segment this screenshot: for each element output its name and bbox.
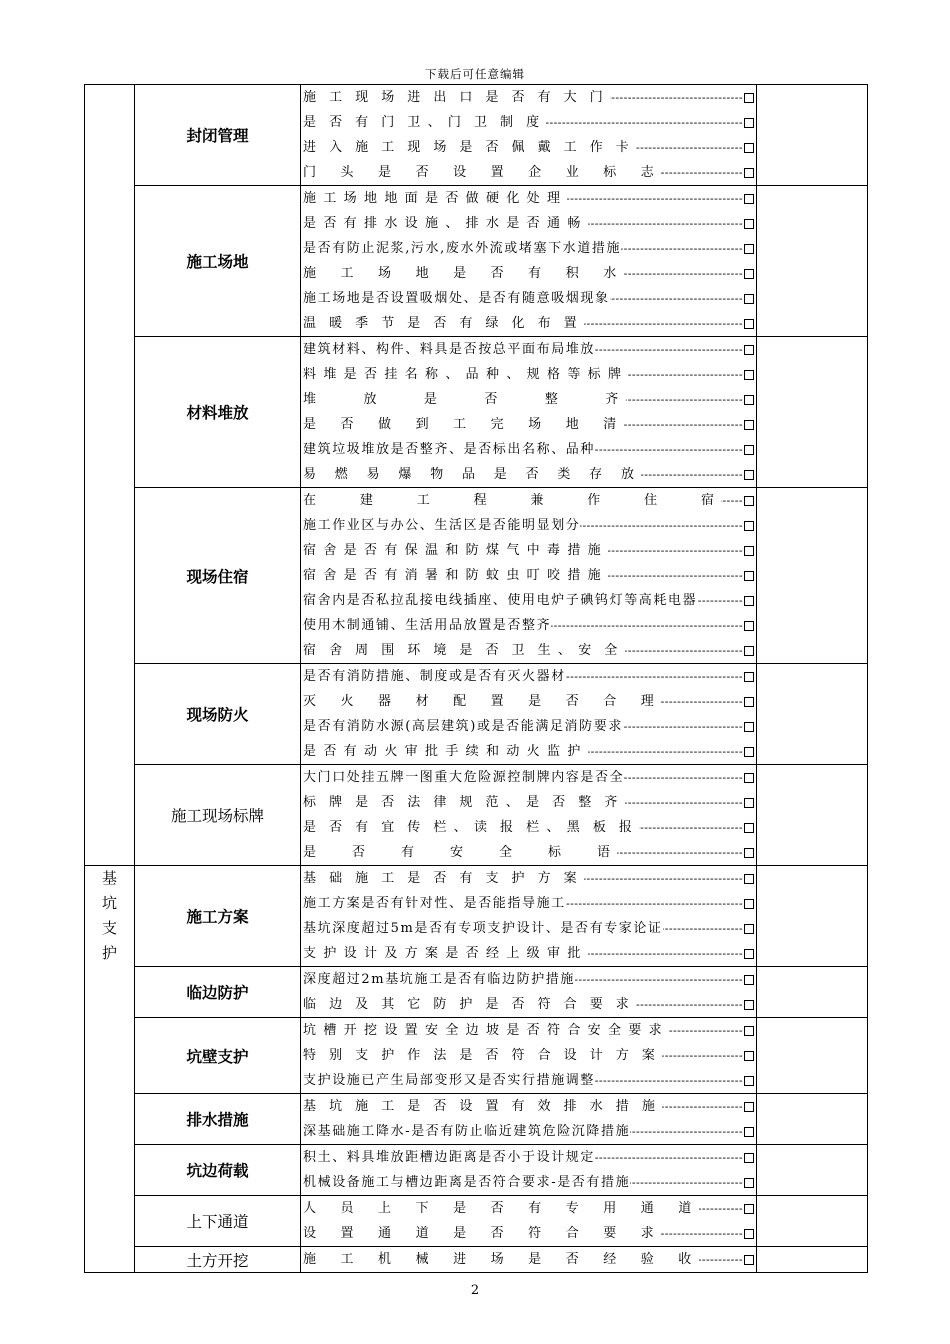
empty-checkbox-icon[interactable] [744,294,754,304]
check-item [303,160,754,185]
check-item [303,110,754,135]
subcategory-label: 施工方案 [135,866,301,967]
dash-leader [595,1145,743,1170]
dash-leader [617,840,743,865]
remarks-cell[interactable] [757,337,868,488]
check-items-cell [301,1196,757,1247]
dash-leader [699,1247,743,1272]
remarks-cell[interactable] [757,1145,868,1196]
empty-checkbox-icon[interactable] [744,93,754,103]
check-item-text: 基坑深度超过5m是否有专项支护设计、是否有专家论证 [303,921,663,936]
check-item-text: 施工方案是否有针对性、是否能指导施工 [303,896,566,911]
dash-leader [567,186,743,211]
check-items-cell [301,337,757,488]
check-item [303,211,754,236]
check-item-text: 是 否 有 排 水 设 施 、 排 水 是 否 通 畅 [303,216,588,231]
checklist-row [85,967,868,1018]
checklist-row [85,1145,868,1196]
subcategory-label: 材料堆放 [135,337,301,488]
check-item [303,462,754,487]
remarks-cell[interactable] [757,1196,868,1247]
remarks-cell[interactable] [757,186,868,337]
check-items-cell [301,866,757,967]
check-item [303,362,754,387]
check-item-text: 建筑垃圾堆放是否整齐、是否标出名称、品种 [303,442,596,457]
check-item [303,941,754,966]
check-item [303,1247,754,1272]
check-item [303,513,754,538]
check-item [303,311,754,336]
subcategory-label: 现场住宿 [135,488,301,664]
checklist-row [85,1018,868,1094]
dash-leader [588,739,743,764]
dash-leader [669,1018,743,1043]
dash-leader [625,638,743,663]
checklist-row [85,765,868,866]
empty-checkbox-icon[interactable] [744,747,754,757]
empty-checkbox-icon[interactable] [744,848,754,858]
empty-checkbox-icon[interactable] [744,420,754,430]
empty-checkbox-icon[interactable] [744,1229,754,1239]
check-item-text: 是 否 有 宜 传 栏 、 读 报 栏 、 黑 板 报 [303,820,640,835]
subcategory-label: 上下通道 [135,1196,301,1247]
check-item-text: 宿 舍 是 否 有 消 暑 和 防 蚊 虫 叮 咬 措 施 [303,568,608,583]
category-label: 基坑支护 [101,869,117,962]
check-item-text: 是 否 有 动 火 审 批 手 续 和 动 火 监 护 [303,744,588,759]
check-item-text: 特 别 支 护 作 法 是 否 符 合 设 计 方 案 [303,1048,663,1063]
checklist-row [85,1196,868,1247]
remarks-cell[interactable] [757,866,868,967]
dash-leader [575,967,743,992]
dash-leader [636,135,743,160]
checklist-row [85,1094,868,1145]
dash-leader [610,286,743,311]
dash-leader [624,261,743,286]
check-item-text: 使用木制通铺、生活用品放置是否整齐 [303,618,552,633]
empty-checkbox-icon[interactable] [744,1255,754,1265]
dash-leader [628,362,743,387]
check-item-text: 是 否 做 到 工 完 场 地 清 [303,417,624,432]
check-item [303,638,754,663]
check-item [303,135,754,160]
empty-checkbox-icon[interactable] [744,596,754,606]
dash-leader [584,311,743,336]
check-item [303,1170,754,1195]
dash-leader [546,110,743,135]
header-note: 下载后可任意编辑 [425,67,525,81]
empty-checkbox-icon[interactable] [744,445,754,455]
empty-checkbox-icon[interactable] [744,773,754,783]
check-item [303,1068,754,1093]
dash-leader [588,211,743,236]
dash-leader [584,866,743,891]
check-item-text: 易 燃 易 爆 物 品 是 否 类 存 放 [303,467,642,482]
check-item-text: 料 堆 是 否 挂 名 称 、 品 种 、 规 格 等 标 牌 [303,367,629,382]
empty-checkbox-icon[interactable] [744,1153,754,1163]
check-item-text: 宿舍内是否私拉乱接电线插座、使用电炉子碘钨灯等高耗电器 [303,593,698,608]
check-item-text: 深基础施工降水-是否有防止临近建筑危险沉降措施 [303,1124,631,1139]
empty-checkbox-icon[interactable] [744,798,754,808]
dash-leader [636,992,743,1017]
checklist-row [85,488,868,664]
check-item [303,488,754,513]
check-items-cell [301,1018,757,1094]
empty-checkbox-icon[interactable] [744,168,754,178]
checklist-row [85,1247,868,1273]
empty-checkbox-icon[interactable] [744,697,754,707]
check-item-text: 灭 火 器 材 配 置 是 否 合 理 [303,694,662,709]
empty-checkbox-icon[interactable] [744,118,754,128]
empty-checkbox-icon[interactable] [744,1000,754,1010]
check-item [303,967,754,992]
subcategory-label: 坑边荷载 [135,1145,301,1196]
dash-leader [623,714,743,739]
check-item [303,664,754,689]
empty-checkbox-icon[interactable] [744,722,754,732]
empty-checkbox-icon[interactable] [744,345,754,355]
empty-checkbox-icon[interactable] [744,370,754,380]
check-item [303,1145,754,1170]
check-item-text: 支护设施已产生局部变形又是否实行措施调整 [303,1073,596,1088]
empty-checkbox-icon[interactable] [744,1051,754,1061]
subcategory-label: 排水措施 [135,1094,301,1145]
check-items-cell [301,488,757,664]
dash-leader [624,412,743,437]
check-item [303,261,754,286]
dash-leader [661,1221,743,1246]
check-item-text: 在 建 工 程 兼 作 住 宿 [303,493,721,508]
check-item-text: 宿 舍 是 否 有 保 温 和 防 煤 气 中 毒 措 施 [303,543,608,558]
empty-checkbox-icon[interactable] [744,194,754,204]
empty-checkbox-icon[interactable] [744,143,754,153]
check-item-text: 支 护 设 计 及 方 案 是 否 经 上 级 审 批 [303,946,588,961]
dash-leader [595,1068,743,1093]
check-item-text: 人 员 上 下 是 否 有 专 用 通 道 [303,1201,699,1216]
remarks-cell[interactable] [757,488,868,664]
check-item [303,714,754,739]
empty-checkbox-icon[interactable] [744,496,754,506]
check-item [303,916,754,941]
subcategory-label: 土方开挖 [135,1247,301,1273]
remarks-cell[interactable] [757,664,868,765]
check-item [303,739,754,764]
empty-checkbox-icon[interactable] [744,924,754,934]
empty-checkbox-icon[interactable] [744,672,754,682]
check-item [303,689,754,714]
empty-checkbox-icon[interactable] [744,1026,754,1036]
checklist-row [85,664,868,765]
empty-checkbox-icon[interactable] [744,219,754,229]
check-item [303,437,754,462]
empty-checkbox-icon[interactable] [744,1102,754,1112]
check-item-text: 临 边 及 其 它 防 护 是 否 符 合 要 求 [303,997,637,1012]
dash-leader [630,1119,743,1144]
empty-checkbox-icon[interactable] [744,1127,754,1137]
check-item-text: 建筑材料、构件、料具是否按总平面布局堆放 [303,342,596,357]
subcategory-label: 临边防护 [135,967,301,1018]
remarks-cell[interactable] [757,967,868,1018]
check-item-text: 深度超过2m基坑施工是否有临边防护措施 [303,972,575,987]
dash-leader [621,236,743,261]
empty-checkbox-icon[interactable] [744,395,754,405]
dash-leader [639,815,743,840]
empty-checkbox-icon[interactable] [744,874,754,884]
check-item [303,790,754,815]
empty-checkbox-icon[interactable] [744,546,754,556]
subcategory-label: 坑壁支护 [135,1018,301,1094]
check-items-cell [301,1094,757,1145]
check-item-text: 标 牌 是 否 法 律 规 范 、 是 否 整 齐 [303,795,625,810]
dash-leader [610,85,743,110]
inspection-checklist-table [84,84,868,1273]
check-item [303,1119,754,1144]
check-item-text: 是 否 有 门 卫 、 门 卫 制 度 [303,115,547,130]
check-item-text: 设 置 通 道 是 否 符 合 要 求 [303,1226,662,1241]
subcategory-label: 封闭管理 [135,85,301,186]
dash-leader [625,790,743,815]
check-item [303,1018,754,1043]
check-item [303,236,754,261]
page-number: 2 [470,1283,480,1298]
empty-checkbox-icon[interactable] [744,470,754,480]
check-item-text: 宿 舍 周 围 环 境 是 否 卫 生 、 安 全 [303,643,625,658]
check-item-text: 施 工 现 场 进 出 口 是 否 有 大 门 [303,90,611,105]
check-item-text: 是 否 有 安 全 标 语 [303,845,618,860]
empty-checkbox-icon[interactable] [744,244,754,254]
check-item [303,337,754,362]
check-item-text: 大门口处挂五牌一图重大危险源控制牌内容是否全 [303,770,625,785]
checklist-row [85,85,868,186]
remarks-cell[interactable] [757,1247,868,1273]
dash-leader [721,488,743,513]
dash-leader [699,1196,743,1221]
check-item-text: 进 入 施 工 现 场 是 否 佩 戴 工 作 卡 [303,140,637,155]
empty-checkbox-icon[interactable] [744,1178,754,1188]
check-items-cell [301,664,757,765]
check-item-text: 是否有防止泥浆,污水,废水外流或堵塞下水道措施 [303,241,622,256]
empty-checkbox-icon[interactable] [744,975,754,985]
check-item [303,765,754,790]
checklist-row [85,866,868,967]
dash-leader [566,664,743,689]
dash-leader [661,160,743,185]
dash-leader [588,941,743,966]
check-item-text: 是否有消防措施、制度或是否有灭火器材 [303,669,566,684]
empty-checkbox-icon[interactable] [744,949,754,959]
check-item-text: 是否有消防水源(高层建筑)或是否能满足消防要求 [303,719,623,734]
check-item-text: 基 坑 施 工 是 否 设 置 有 效 排 水 措 施 [303,1099,663,1114]
check-item [303,613,754,638]
dash-leader [697,588,743,613]
check-item-text: 温 暖 季 节 是 否 有 绿 化 布 置 [303,316,584,331]
check-item-text: 积土、料具堆放距槽边距离是否小于设计规定 [303,1150,596,1165]
check-item-text: 施 工 场 地 是 否 有 积 水 [303,266,624,281]
check-item [303,815,754,840]
dash-leader [630,1170,743,1195]
check-item [303,992,754,1017]
check-item-text: 门 头 是 否 设 置 企 业 标 志 [303,165,662,180]
dash-leader [566,891,743,916]
check-item-text: 基 础 施 工 是 否 有 支 护 方 案 [303,871,584,886]
remarks-cell[interactable] [757,765,868,866]
empty-checkbox-icon[interactable] [744,319,754,329]
check-item [303,186,754,211]
check-item [303,866,754,891]
remarks-cell[interactable] [757,1094,868,1145]
check-item [303,891,754,916]
check-item [303,85,754,110]
check-item-text: 施工场地是否设置吸烟处、是否有随意吸烟现象 [303,291,610,306]
check-item-text: 堆 放 是 否 整 齐 [303,392,626,407]
dash-leader [641,462,743,487]
check-item-text: 机械设备施工与槽边距离是否符合要求-是否有措施 [303,1175,631,1190]
check-item [303,1221,754,1246]
check-items-cell [301,186,757,337]
dash-leader [595,337,743,362]
empty-checkbox-icon[interactable] [744,269,754,279]
check-item [303,1043,754,1068]
check-item-text: 坑 槽 开 挖 设 置 安 全 边 坡 是 否 符 合 安 全 要 求 [303,1023,669,1038]
check-item [303,286,754,311]
empty-checkbox-icon[interactable] [744,1204,754,1214]
check-item [303,387,754,412]
check-item-text: 施 工 机 械 进 场 是 否 经 验 收 [303,1252,699,1267]
category-cell [85,866,135,1273]
empty-checkbox-icon[interactable] [744,571,754,581]
empty-checkbox-icon[interactable] [744,521,754,531]
remarks-cell[interactable] [757,85,868,186]
checklist-row [85,186,868,337]
dash-leader [662,1094,743,1119]
dash-leader [624,765,743,790]
checklist-row [85,337,868,488]
check-items-cell [301,1247,757,1273]
dash-leader [608,538,743,563]
empty-checkbox-icon[interactable] [744,899,754,909]
check-item [303,1196,754,1221]
dash-leader [663,916,743,941]
dash-leader [662,1043,743,1068]
subcategory-label: 现场防火 [135,664,301,765]
subcategory-label: 施工场地 [135,186,301,337]
empty-checkbox-icon[interactable] [744,823,754,833]
subcategory-label: 施工现场标牌 [135,765,301,866]
dash-leader [551,613,743,638]
check-item [303,588,754,613]
check-items-cell [301,1145,757,1196]
empty-checkbox-icon[interactable] [744,646,754,656]
dash-leader [626,387,743,412]
check-items-cell [301,967,757,1018]
dash-leader [595,437,743,462]
empty-checkbox-icon[interactable] [744,621,754,631]
check-item-text: 施 工 场 地 地 面 是 否 做 硬 化 处 理 [303,191,568,206]
category-cell [85,85,135,866]
check-item [303,563,754,588]
check-item [303,412,754,437]
check-items-cell [301,85,757,186]
empty-checkbox-icon[interactable] [744,1076,754,1086]
dash-leader [608,563,743,588]
dash-leader [661,689,743,714]
check-item [303,538,754,563]
check-item [303,840,754,865]
check-item-text: 施工作业区与办公、生活区是否能明显划分 [303,518,581,533]
remarks-cell[interactable] [757,1018,868,1094]
check-item [303,1094,754,1119]
check-items-cell [301,765,757,866]
dash-leader [580,513,743,538]
